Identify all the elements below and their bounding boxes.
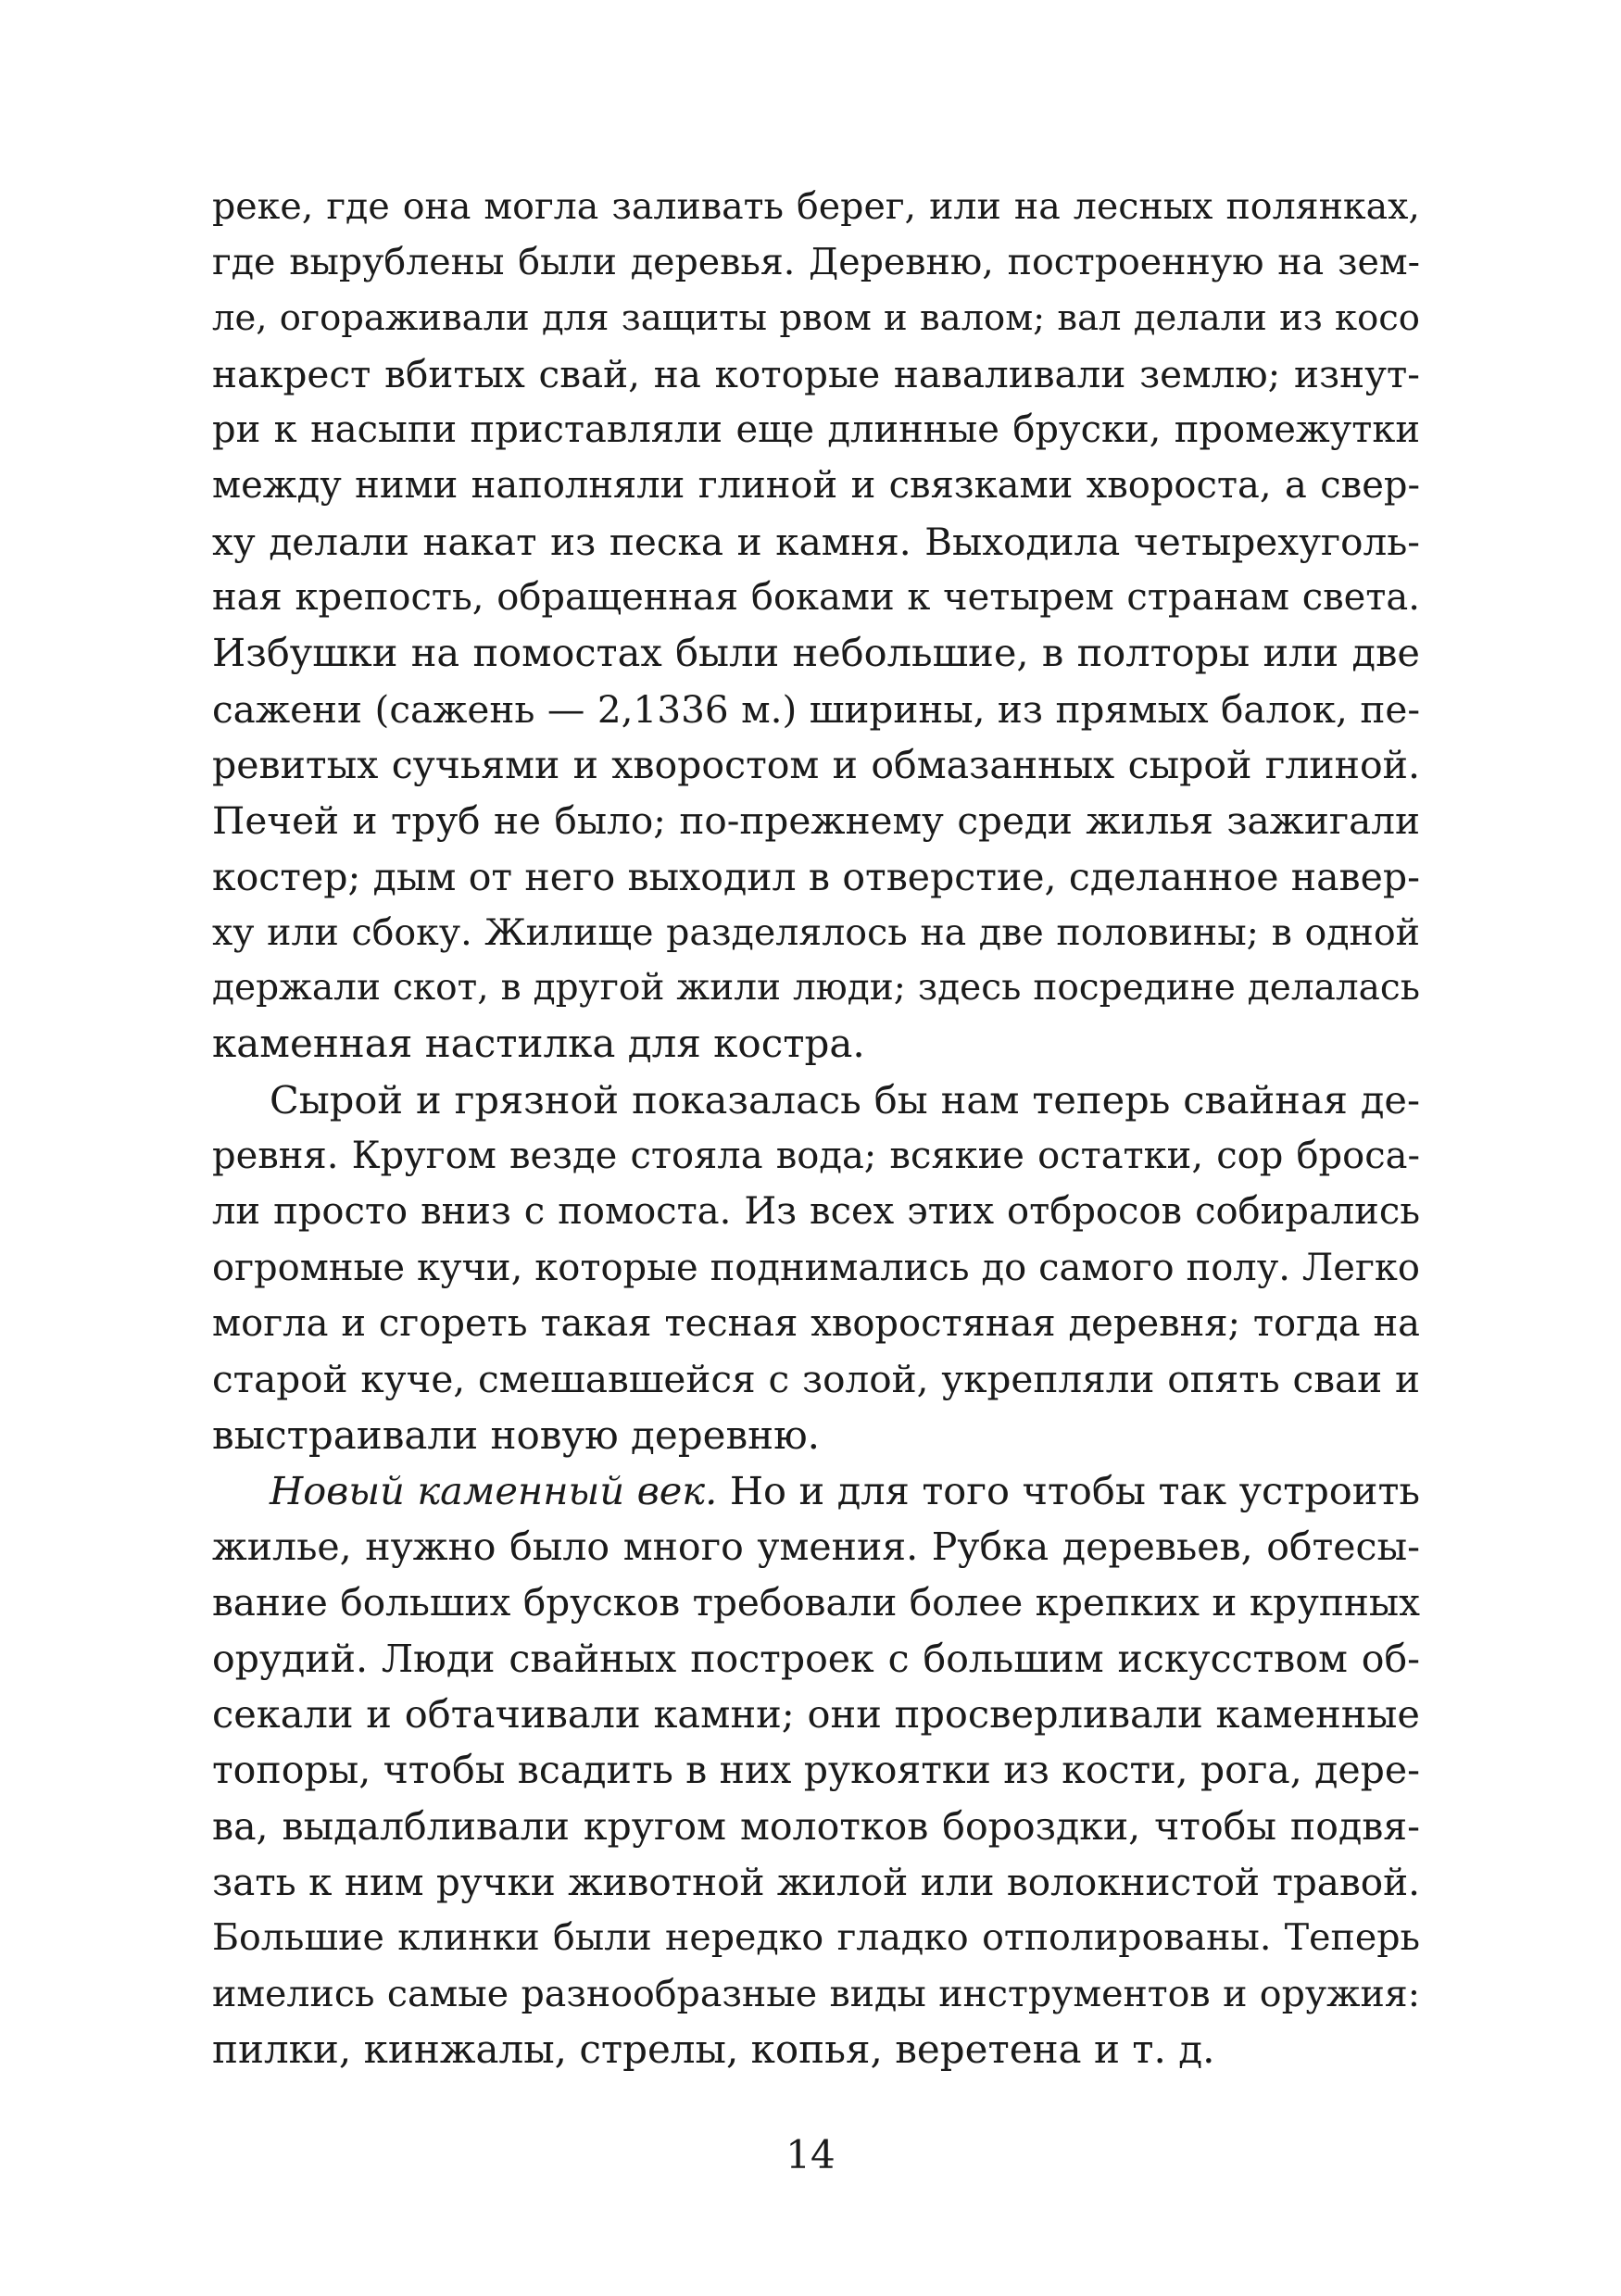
text-line: ху или сбоку. Жилище разделялось на две половины; в одной — [212, 910, 1420, 954]
page-number: 14 — [785, 2132, 836, 2177]
text-line: ри к насыпи приставляли еще длинные бруски, промежутки — [212, 408, 1420, 452]
text-line: Печей и труб не было; по-прежнему среди жилья зажигали — [212, 798, 1420, 844]
text-line: костер; дым от него выходил в отверстие, сделанное навер- — [212, 854, 1420, 899]
text-line — [212, 1463, 1420, 1519]
paragraph-1 — [212, 179, 1420, 1073]
text-line: держали скот, в другой жили люди; здесь посредине делалась — [212, 967, 1420, 1010]
heading-line-text: Но и для того чтобы так устроить — [717, 1467, 1420, 1513]
body-text — [212, 179, 1420, 2077]
text-line: выстраивали новую деревню. — [212, 1411, 821, 1458]
text-line: орудий. Люди свайных построек с большим искусством об- — [212, 1636, 1420, 1681]
text-line: Большие клинки были нередко гладко отполированы. Теперь — [212, 1916, 1420, 1960]
text-line: где вырублены были деревья. Деревню, построенную на зем- — [212, 241, 1420, 284]
section-heading: Новый каменный век. — [270, 1467, 718, 1513]
paragraph-3 — [212, 1463, 1420, 2077]
text-line: ревитых сучьями и хворостом и обмазанных сырой глиной. — [212, 742, 1420, 787]
text-line: имелись самые разнообразные виды инструментов и оружия: — [212, 1972, 1420, 2015]
text-line: вание больших брусков требовали более крепких и крупных — [212, 1580, 1420, 1625]
text-line: зать к ним ручки животной жилой или волокнистой травой. — [212, 1859, 1420, 1904]
text-line: жилье, нужно было много умения. Рубка деревьев, обтесы- — [212, 1524, 1420, 1570]
text-line: ревня. Кругом везде стояла вода; всякие остатки, сор броса- — [212, 1135, 1420, 1178]
text-line: каменная настилка для костра. — [212, 1021, 865, 1067]
text-line: реке, где она могла заливать берег, или на лесных полянках, — [212, 185, 1420, 228]
text-line: Сырой и грязной показалась бы нам теперь свайная де- — [270, 1076, 1420, 1123]
text-line: ле, огораживали для защиты рвом и валом; вал делали из косо — [212, 296, 1420, 339]
text-line: между ними наполняли глиной и связками хвороста, а свер- — [212, 464, 1420, 508]
text-line: огромные кучи, которые поднимались до самого полу. Легко — [212, 1246, 1420, 1289]
text-line: ху делали накат из песка и камня. Выходила четырехуголь- — [212, 519, 1420, 564]
text-line: могла и сгореть такая тесная хворостяная деревня; тогда на — [212, 1301, 1420, 1345]
text-line: секали и обтачивали камни; они просверливали каменные — [212, 1691, 1420, 1738]
text-line: накрест вбитых свай, на которые наваливали землю; изнут- — [212, 351, 1420, 396]
text-line: ва, выдалбливали кругом молотков бороздки, чтобы подвя- — [212, 1803, 1420, 1849]
text-line: сажени (сажень — 2,1336 м.) ширины, из прямых балок, пе- — [212, 686, 1420, 732]
text-line: Избушки на помостах были небольшие, в полторы или две — [212, 630, 1420, 676]
text-line: старой куче, смешавшейся с золой, укрепляли опять сваи и — [212, 1357, 1420, 1402]
paragraph-2 — [212, 1073, 1420, 1463]
text-line: топоры, чтобы всадить в них рукоятки из кости, рога, дере- — [212, 1748, 1420, 1793]
text-line: ли просто вниз с помоста. Из всех этих отбросов собирались — [212, 1190, 1420, 1234]
text-line: пилки, кинжалы, стрелы, копья, веретена и т. д. — [212, 2026, 1215, 2072]
text-line: ная крепость, обращенная боками к четырем странам света. — [212, 576, 1420, 620]
